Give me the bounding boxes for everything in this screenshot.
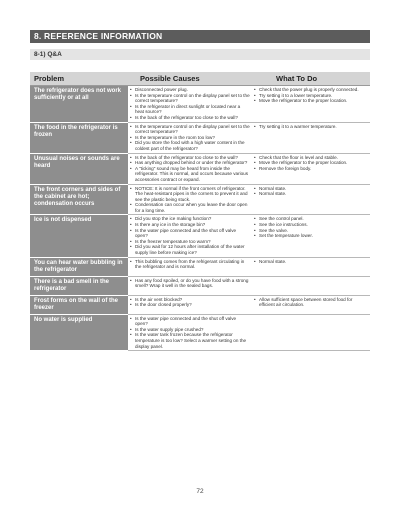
header-what-to-do: What To Do (252, 72, 370, 86)
problem-cell: Unusual noises or sounds are heard (30, 153, 128, 184)
cause-item: • Has any food spoiled, or do you have food with a strong smell? Wrap it well in the sealed bags. (130, 278, 250, 289)
cause-item: • Is the back of the refrigerator too close to the wall? (130, 115, 250, 121)
actions-cell (252, 153, 370, 184)
table-row (30, 314, 370, 351)
cause-item: • Did you wait for 12 hours after installation of the water supply line before making ice? (130, 244, 250, 255)
actions-cell (252, 122, 370, 153)
action-item: • Try setting it to a lower temperature. (254, 93, 368, 99)
cause-item: • Did you stop the ice making function? (130, 216, 250, 222)
subsection-title: 8-1) Q&A (30, 49, 370, 60)
cause-item: • Is the refrigerator in direct sunlight or located near a heat source? (130, 104, 250, 115)
action-item: • Check that the floor is level and stable. (254, 155, 368, 161)
action-item: • See the control panel. (254, 216, 368, 222)
causes-cell (128, 276, 252, 295)
cause-item: • Is the temperature in the room too low? (130, 135, 250, 141)
action-item: • Allow sufficient space between stored food for efficient air circulation. (254, 297, 368, 308)
cause-item: • Is the temperature control on the display panel set to the correct temperature? (130, 93, 250, 104)
actions-cell (252, 215, 370, 257)
actions-cell (252, 86, 370, 123)
cause-item: • Is there any ice in the storage bin? (130, 222, 250, 228)
problem-cell: The refrigerator does not work sufficiently or at all (30, 86, 128, 123)
problem-cell: There is a bad smell in the refrigerator (30, 276, 128, 295)
cause-item: • Is the temperature control on the display panel set to the correct temperature? (130, 124, 250, 135)
cause-item: • Disconnected power plug. (130, 87, 250, 93)
cause-item: • Is the freezer temperature too warm? (130, 239, 250, 245)
table-row (30, 122, 370, 153)
header-problem: Problem (30, 72, 128, 86)
action-item: • Set the temperature lower. (254, 233, 368, 239)
problem-cell: Ice is not dispensed (30, 215, 128, 257)
cause-item: • A "ticking" sound may be heard from inside the refrigerator. This is normal, and occurs because various accessories contract or expand. (130, 166, 250, 183)
cause-item: • Is the water pipe connected and the shut off valve open? (130, 316, 250, 327)
cause-item: • Is the back of the refrigerator too close to the wall? (130, 155, 250, 161)
table-row (30, 295, 370, 314)
cause-item: • Condensation can occur when you leave the door open for a long time. (130, 202, 250, 213)
page-number: 72 (196, 488, 204, 495)
problem-cell: The front corners and sides of the cabinet are hot; condensation occurs (30, 184, 128, 215)
cause-item: • Is the water tank frozen because the refrigerator temperature is too low? Select a warmer setting on the display panel. (130, 332, 250, 349)
cause-item: • Is the water pipe connected and the shut off valve open? (130, 228, 250, 239)
table-row (30, 215, 370, 257)
action-item: • See the ice instructions. (254, 222, 368, 228)
header-possible-causes: Possible Causes (128, 72, 252, 86)
causes-cell (128, 295, 252, 314)
actions-cell (252, 184, 370, 215)
causes-cell (128, 122, 252, 153)
action-item: • Remove the foreign body. (254, 166, 368, 172)
causes-cell (128, 314, 252, 351)
problem-cell: The food in the refrigerator is frozen (30, 122, 128, 153)
problem-cell: Frost forms on the wall of the freezer (30, 295, 128, 314)
action-item: • See the valve. (254, 228, 368, 234)
cause-item: • This bubbling comes from the refrigerant circulating in the refrigerator and is normal. (130, 259, 250, 270)
cause-item: • Did you store the food with a high water content in the coldest part of the refrigerator? (130, 140, 250, 151)
action-item: • Check that the power plug is properly connected. (254, 87, 368, 93)
action-item: • Move the refrigerator to the proper location. (254, 98, 368, 104)
table-row (30, 153, 370, 184)
cause-item: • Is the water supply pipe crushed? (130, 327, 250, 333)
table-row (30, 184, 370, 215)
cause-item: • Has anything dropped behind or under the refrigerator? (130, 160, 250, 166)
causes-cell (128, 215, 252, 257)
section-title: 8. REFERENCE INFORMATION (30, 30, 370, 43)
actions-cell (252, 257, 370, 276)
action-item: • Try setting it to a warmer temperature. (254, 124, 368, 130)
qa-table (30, 72, 370, 351)
action-item: • Normal state. (254, 191, 368, 197)
problem-cell: No water is supplied (30, 314, 128, 351)
actions-cell (252, 295, 370, 314)
cause-item: • Is the air vent blocked? (130, 297, 250, 303)
causes-cell (128, 257, 252, 276)
table-row (30, 276, 370, 295)
actions-cell (252, 314, 370, 351)
causes-cell (128, 86, 252, 123)
causes-cell (128, 153, 252, 184)
cause-item: • NOTICE: It is normal if the front corners of refrigerator. The heat-resistant pipes in the corners to prevent it and see the plastic being stuck. (130, 186, 250, 203)
causes-cell (128, 184, 252, 215)
action-item: • Normal state. (254, 259, 368, 265)
cause-item: • Is the door closed properly? (130, 302, 250, 308)
action-item: • Move the refrigerator to the proper location. (254, 160, 368, 166)
table-header-row (30, 72, 370, 86)
table-row (30, 86, 370, 123)
problem-cell: You can hear water bubbling in the refrigerator (30, 257, 128, 276)
action-item: • Normal state. (254, 186, 368, 192)
qa-table-body (30, 86, 370, 351)
actions-cell (252, 276, 370, 295)
table-row (30, 257, 370, 276)
